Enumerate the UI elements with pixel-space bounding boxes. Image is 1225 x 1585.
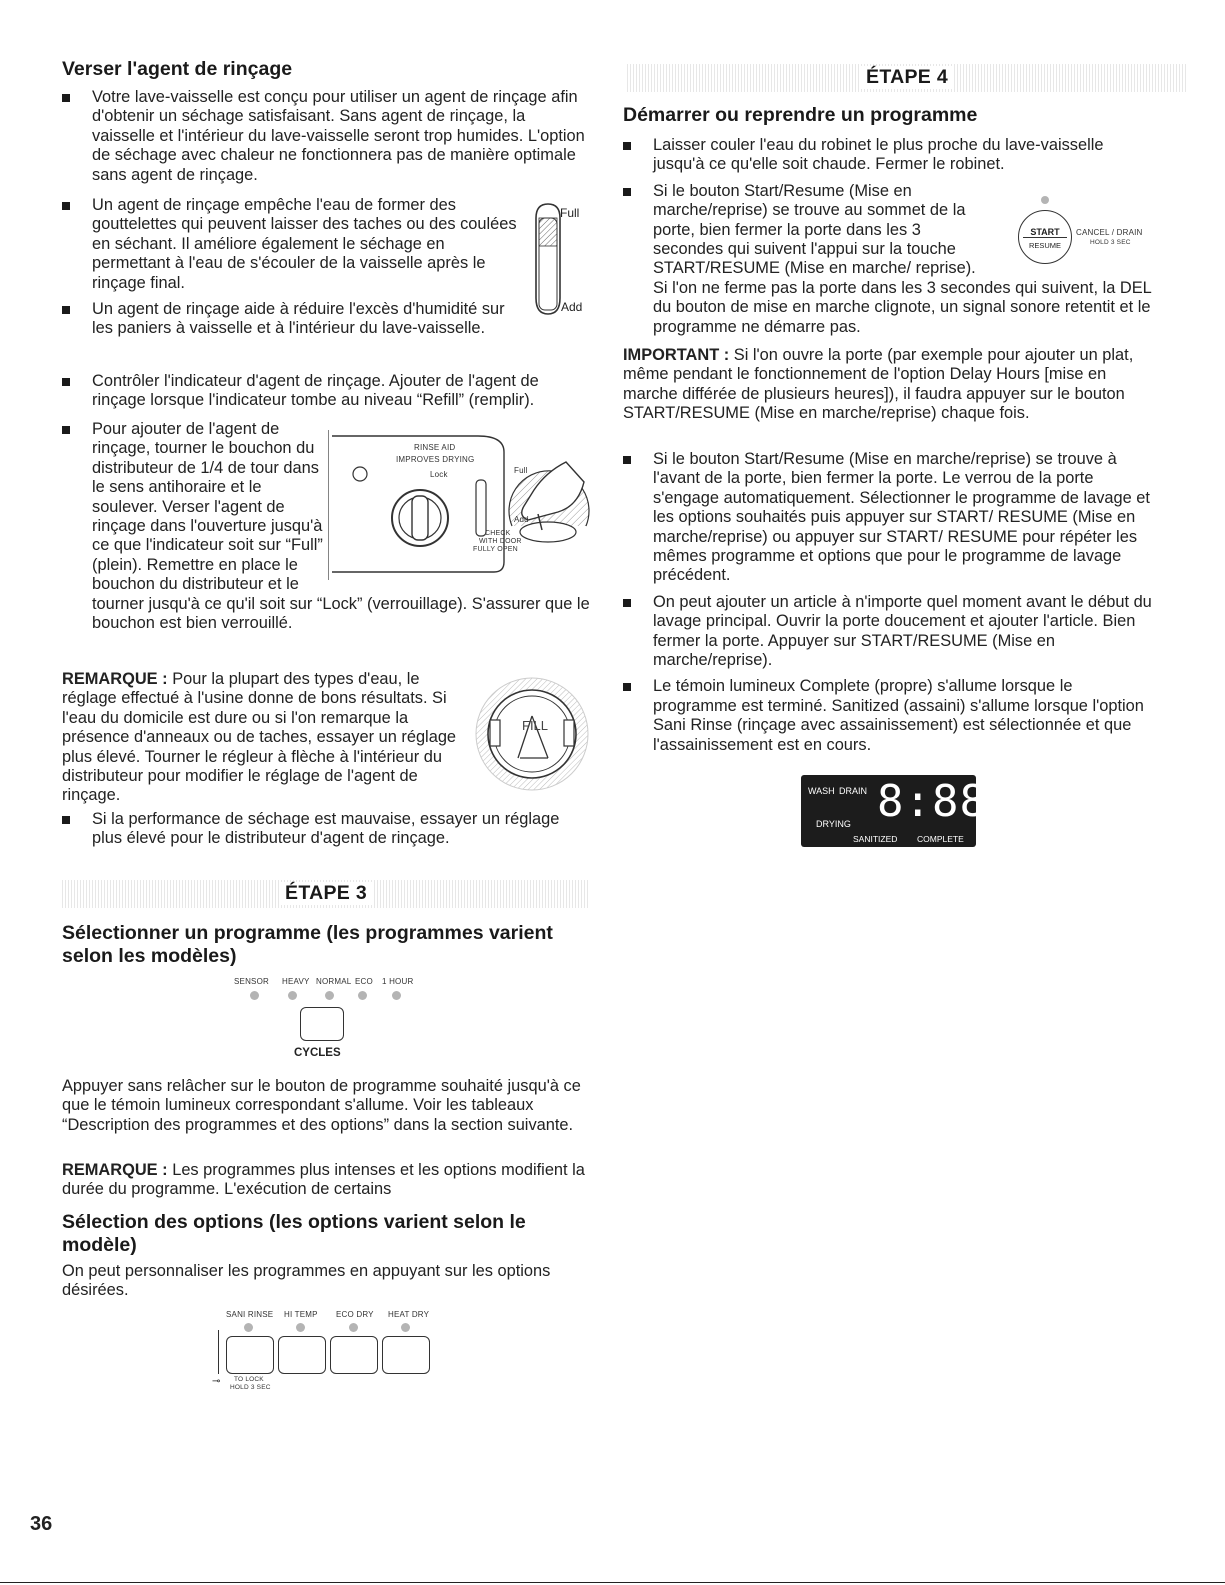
display-wash: WASH	[808, 786, 835, 796]
cycles-button-label: CYCLES	[294, 1047, 341, 1059]
note-2-text: Les programmes plus intenses et les options modifient la durée du programme. L'exécution de certains	[62, 1161, 585, 1199]
display-sanitized: SANITIZED	[853, 834, 898, 844]
start-led	[1041, 196, 1049, 204]
cycles-heading: Sélectionner un programme (les programmes varient selon les modèles)	[62, 922, 553, 967]
rinse-aid-heading: Verser l'agent de rinçage	[62, 58, 293, 80]
note-1-bullets	[62, 810, 590, 856]
hold-3sec-label: HOLD 3 SEC	[1090, 239, 1131, 246]
led-heavy	[288, 991, 297, 1000]
led-sensor	[250, 991, 259, 1000]
led-label-sensor: SENSOR	[234, 977, 269, 986]
cancel-drain-label: CANCEL / DRAIN	[1076, 228, 1143, 237]
display-complete: COMPLETE	[917, 834, 964, 844]
dial-illustration	[470, 672, 590, 796]
dial-fill-label: FILL	[522, 718, 549, 733]
option-label-sani-rinse: SANI RINSE	[226, 1310, 274, 1319]
options-panel	[208, 1310, 448, 1400]
led-normal	[325, 991, 334, 1000]
display-digits: 8:88	[877, 776, 987, 827]
rinse-bullets-b	[62, 196, 522, 346]
list-item: Votre lave-vaisselle est conçu pour utiliser un agent de rinçage afin d'obtenir un séchage satisfaisant. Sans agent de rinçage, la vaisselle et l'intérieur du lave-vaisselle seront trop humides. L'option de séchage avec chaleur ne fonctionnera pas de manière optimale sans agent de rinçage.	[62, 88, 590, 185]
step-4-label: ÉTAPE 4	[860, 66, 954, 89]
heat-dry-button[interactable]	[382, 1336, 430, 1374]
list-item: Si le bouton Start/Resume (Mise en marche/reprise) se trouve à l'avant de la porte, bien fermer la porte. Le verrou de la porte s'engage automatiquement. Sélectionner le programme de lavage et les options souhaités puis appuyer sur START/ RESUME (Mise en marche/reprise) ou appuyer sur START/ RESUME pour répéter les mêmes programme et options que pour le programme de lavage précédent.	[623, 450, 1153, 586]
important-note	[623, 346, 1153, 424]
resume-label: RESUME	[1028, 241, 1062, 250]
cycles-paragraph: Appuyer sans relâcher sur le bouton de programme souhaité jusqu'à ce que le témoin lumineux correspondant s'allume. Voir les tableaux “Description des programmes et des options” dans la section suivante.	[62, 1077, 581, 1134]
led-1hour	[392, 991, 401, 1000]
list-item: Un agent de rinçage aide à réduire l'excès d'humidité sur les paniers à vaisselle et à l'intérieur du lave-vaisselle.	[62, 300, 522, 339]
bottom-rule	[0, 1582, 1225, 1583]
dispenser-fully-open-label: FULLY OPEN	[473, 546, 518, 553]
step-3-banner	[62, 880, 590, 908]
rinse-bullets-c	[62, 372, 590, 418]
indicator-add-label: Add	[561, 300, 583, 314]
start-resume-illustration	[1018, 196, 1178, 270]
led-label-eco: ECO	[355, 977, 373, 986]
list-item: Un agent de rinçage empêche l'eau de former des gouttelettes qui peuvent laisser des taches ou des coulées en séchant. Il améliore également le séchage en permettant à l'eau de s'écouler de la vaisselle après le rinçage final.	[62, 196, 522, 293]
note-1-text: Pour la plupart des types d'eau, le réglage effectué à l'usine donne de bons résultats. Si l'eau du domicile est dure ou si l'on remarque la présence d'anneaux ou de taches, essayer un réglage plus élevé. Tourner le régleur à flèche à l'intérieur du distributeur pour modifier le réglage de l'agent de rinçage.	[62, 670, 457, 805]
dispenser-lock-label: Lock	[430, 470, 448, 479]
dispenser-illustration	[328, 422, 590, 584]
options-paragraph: On peut personnaliser les programmes en appuyant sur les options désirées.	[62, 1262, 551, 1300]
start-resume-button[interactable]	[1018, 210, 1072, 264]
list-item: Si la performance de séchage est mauvaise, essayer un réglage plus élevé pour le distributeur d'agent de rinçage.	[62, 810, 590, 849]
start-bullets-2	[623, 450, 1153, 762]
display-drying: DRYING	[816, 819, 851, 829]
list-item: Le témoin lumineux Complete (propre) s'allume lorsque le programme est terminé. Sanitized (assaini) s'allume lorsque l'option Sani Rinse (rinçage avec assainissement) est sélectionnée et que l'assainissement est en cours.	[623, 677, 1153, 755]
led-eco-dry	[349, 1323, 358, 1332]
option-label-heat-dry: HEAT DRY	[388, 1310, 430, 1319]
list-item: Contrôler l'indicateur d'agent de rinçage. Ajouter de l'agent de rinçage lorsque l'indicateur tombe au niveau “Refill” (remplir).	[62, 372, 590, 411]
sani-rinse-button[interactable]	[226, 1336, 274, 1374]
dispenser-check-label: CHECK	[485, 530, 511, 537]
led-hi-temp	[296, 1323, 305, 1332]
list-item: Laisser couler l'eau du robinet le plus proche du lave-vaisselle jusqu'à ce qu'elle soit chaude. Fermer le robinet.	[623, 136, 1153, 175]
note-1-label: REMARQUE :	[62, 670, 168, 688]
to-lock-label: TO LOCK	[234, 1376, 264, 1383]
hold-3sec-label: HOLD 3 SEC	[230, 1384, 271, 1391]
dispenser-add-label: Add	[514, 515, 529, 524]
led-label-1hour: 1 HOUR	[382, 977, 414, 986]
option-label-hi-temp: HI TEMP	[284, 1310, 318, 1319]
list-item: On peut ajouter un article à n'importe quel moment avant le début du lavage principal. Ouvrir la porte doucement et ajouter l'article. Bien fermer la porte. Appuyer sur START/RESUME (Mise en marche/reprise).	[623, 593, 1153, 671]
lock-key-icon: ⊸	[212, 1376, 221, 1387]
important-label: IMPORTANT :	[623, 346, 730, 364]
status-display	[801, 775, 987, 847]
note-2-label: REMARQUE :	[62, 1161, 168, 1179]
step-3-label: ÉTAPE 3	[279, 882, 373, 905]
hi-temp-button[interactable]	[278, 1336, 326, 1374]
note-2	[62, 1161, 590, 1200]
option-label-eco-dry: ECO DRY	[336, 1310, 374, 1319]
led-label-normal: NORMAL	[316, 977, 352, 986]
page-number: 36	[30, 1513, 53, 1535]
led-sani-rinse	[244, 1323, 253, 1332]
rinse-bullets-a	[62, 88, 590, 192]
important-text: Si l'on ouvre la porte (par exemple pour ajouter un plat, même pendant le fonctionnement de l'option Delay Hours [mise en marche différée de plusieurs heures]), il faudra appuyer sur le bouton START/RESUME (Mise en marche/reprise) chaque fois.	[623, 346, 1134, 423]
display-drain: DRAIN	[839, 786, 868, 796]
eco-dry-button[interactable]	[330, 1336, 378, 1374]
dispenser-with-door-label: WITH DOOR	[479, 538, 522, 545]
dispenser-improves-drying-label: IMPROVES DRYING	[396, 455, 475, 464]
led-eco	[358, 991, 367, 1000]
led-heat-dry	[401, 1323, 410, 1332]
list-item-text: Pour ajouter de l'agent de rinçage, tourner le bouchon du distributeur de 1/4 de tour dans le sens antihoraire et le soulever. Verser l'agent de rinçage dans l'ouverture jusqu'à ce que l'indicateur soit sur “Full” (plein). Remettre en place le bouchon du distributeur et le tourner jusqu'à ce qu'il soit sur “Lock” (verrouillage). S'assurer que le bouchon est bien verrouillé.	[92, 420, 590, 633]
options-heading: Sélection des options (les options varient selon le modèle)	[62, 1211, 526, 1256]
cycles-panel	[230, 977, 470, 1067]
start-label: START	[1023, 227, 1067, 238]
lock-bracket	[218, 1330, 219, 1374]
list-item-text: Si le bouton Start/Resume (Mise en marche/reprise) se trouve au sommet de la porte, bien fermer la porte dans les 3 secondes qui suivent l'appui sur la touche START/RESUME (Mise en marche/ reprise). Si l'on ne ferme pas la porte dans les 3 secondes qui suivent, la DEL du bouton de mise en marche clignote, un signal sonore retentit et le programme ne démarre pas.	[653, 181, 1152, 336]
led-label-heavy: HEAVY	[282, 977, 310, 986]
cycles-button[interactable]	[300, 1007, 344, 1041]
step-4-banner	[627, 64, 1187, 92]
indicator-full-label: Full	[560, 206, 580, 220]
dispenser-full-label: Full	[514, 466, 528, 475]
start-heading: Démarrer ou reprendre un programme	[623, 104, 978, 126]
dispenser-rinse-aid-label: RINSE AID	[414, 443, 456, 452]
